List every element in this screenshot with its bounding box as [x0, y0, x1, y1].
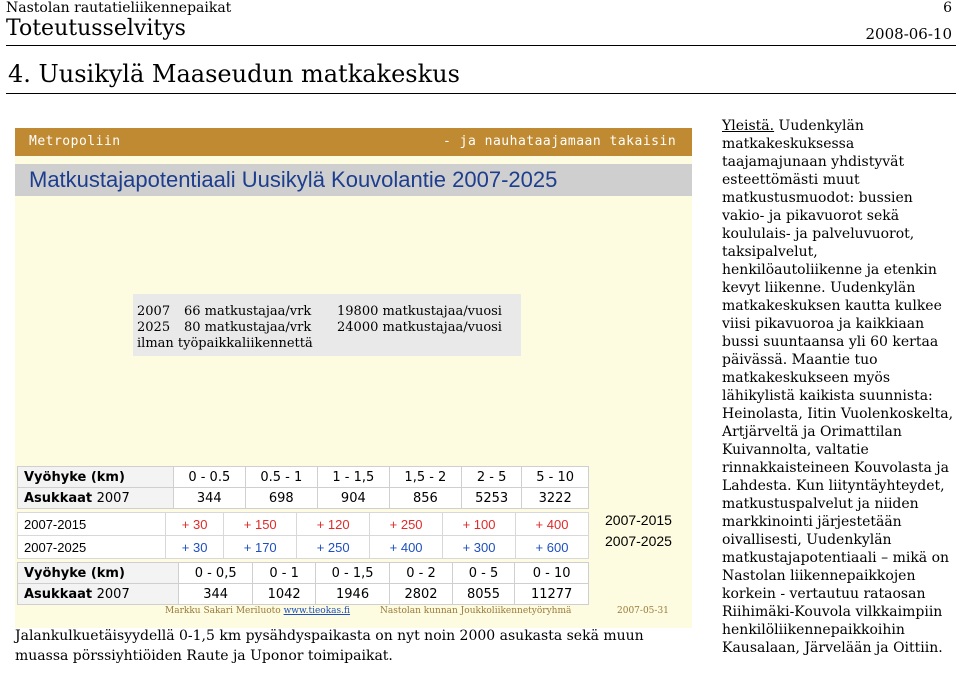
growth-label: 2007-2025: [18, 536, 166, 559]
growth-cell: + 400: [516, 513, 589, 536]
side-label-2015: 2007-2015: [605, 512, 672, 528]
zone-table-2: [17, 562, 589, 605]
residents-cell: 3222: [522, 488, 589, 509]
document-title: Toteutusselvitys: [6, 16, 186, 41]
growth-cell: + 170: [224, 536, 297, 559]
growth-cell: + 150: [224, 513, 297, 536]
paragraph-lead: Yleistä.: [722, 118, 775, 134]
growth-row-2015: [18, 513, 589, 536]
residents-cell: 1946: [315, 584, 389, 605]
growth-cell: + 30: [166, 513, 224, 536]
residents-year: 2007: [96, 586, 130, 602]
residents-row: [18, 584, 589, 605]
stat-year-2025: 2025: [137, 320, 171, 335]
slide-caption: Jalankulkuetäisyydellä 0-1,5 km pysähdyspaikasta on nyt noin 2000 asukasta sekä muun muassa pörssiyhtiöiden Raute ja Uponor toimipaikat.: [15, 628, 644, 664]
growth-cell: + 30: [166, 536, 224, 559]
header-rule: [6, 45, 956, 46]
residents-cell: 5253: [461, 488, 521, 509]
zone-cell: 0 - 1,5: [315, 563, 389, 584]
footer-group: Nastolan kunnan Joukkoliikennetyöryhmä: [380, 606, 572, 616]
growth-cell: + 120: [297, 513, 370, 536]
residents-label-cell: [18, 584, 179, 605]
footer-author-block: [165, 606, 350, 616]
side-label-2025: 2007-2025: [605, 533, 672, 549]
residents-cell: 698: [245, 488, 317, 509]
zone-cell: 0 - 2: [390, 563, 452, 584]
zone-cell: 1,5 - 2: [389, 467, 461, 488]
presentation-slide: [15, 128, 692, 628]
passenger-stats-box: [133, 294, 521, 356]
residents-label-cell: [18, 488, 174, 509]
organization-name: Nastolan rautatieliikennepaikat: [6, 0, 232, 16]
section-title: 4. Uusikylä Maaseudun matkakeskus: [8, 60, 460, 88]
residents-cell: 344: [178, 584, 252, 605]
footer-link[interactable]: www.tieokas.fi: [283, 606, 351, 616]
stat-year-2007: 2007: [137, 304, 171, 319]
stat-daily-2025: 80 matkustajaa/vrk: [184, 320, 312, 335]
growth-cell: + 250: [297, 536, 370, 559]
residents-cell: 904: [317, 488, 389, 509]
zone-header-label: Vyöhyke (km): [18, 563, 179, 584]
zone-cell: 0.5 - 1: [245, 467, 317, 488]
section-rule: [6, 93, 956, 94]
zone-cell: 2 - 5: [461, 467, 521, 488]
slide-header-right: - ja nauhataajamaan takaisin: [443, 134, 677, 149]
residents-label: Asukkaat: [24, 490, 93, 506]
growth-cell: + 600: [516, 536, 589, 559]
zone-table-1: [17, 466, 589, 509]
zone-header-row: [18, 563, 589, 584]
growth-cell: + 100: [443, 513, 516, 536]
residents-cell: 344: [173, 488, 245, 509]
paragraph-text: Uudenkylän matkakeskuksessa taajamajunaan yhdistyvät esteettömästi muut matkustusmuodot: bussien vakio- ja pikavuorot sekä koululais- ja palveluvuorot, taksipalvelut, henkilöautoliikenne ja etenkin kevyt liikenne. Uudenkylän matkakeskuksen kautta kulkee viisi pikavuoroa ja kaikkiaan bussi suuntaansa yli 60 kertaa päivässä. Maantie tuo matkakeskukseen myös lähikylistä kaikista suunnista: Heinolasta, Iitin Vuolenkoskelta, Artjärveltä ja Orimattilan Kuivannolta, valtatie rinnakkaisteineen Kouvolasta ja Lahdesta. Kun liityntäyhteydet, matkustuspalvelut ja niiden markkinointi järjestetään oivallisesti, Uudenkylän matkustajapotentiaali – mikä on Nastolan liikennepaikkojen korkein - vertautuu rataosan Riihimäki-Kouvola vilkkaimpiin henkilöliikennepaikkoihin Kausalaan, Järvelään ja Oittiin.: [722, 118, 954, 656]
stat-daily-2007: 66 matkustajaa/vrk: [184, 304, 312, 319]
stat-yearly-2007: 19800 matkustajaa/vuosi: [337, 304, 502, 319]
slide-header-bar: [15, 128, 692, 156]
body-paragraph: [722, 117, 954, 657]
residents-row: [18, 488, 589, 509]
page-number: 6: [943, 0, 952, 16]
footer-date: 2007-05-31: [617, 606, 669, 616]
growth-row-2025: [18, 536, 589, 559]
residents-cell: 2802: [390, 584, 452, 605]
zone-header-label: Vyöhyke (km): [18, 467, 174, 488]
residents-cell: 1042: [253, 584, 315, 605]
zone-cell: 0 - 5: [452, 563, 514, 584]
growth-label: 2007-2015: [18, 513, 166, 536]
growth-table: [17, 512, 589, 559]
zone-cell: 5 - 10: [522, 467, 589, 488]
document-date: 2008-06-10: [865, 25, 952, 43]
slide-header-left: Metropoliin: [29, 134, 121, 149]
residents-cell: 856: [389, 488, 461, 509]
footer-author: Markku Sakari Meriluoto: [165, 606, 281, 616]
growth-cell: + 300: [443, 536, 516, 559]
zone-cell: 0 - 0,5: [178, 563, 252, 584]
slide-title: Matkustajapotentiaali Uusikylä Kouvolantie 2007-2025: [29, 167, 558, 192]
slide-title-bar: [15, 164, 692, 196]
residents-label: Asukkaat: [24, 586, 93, 602]
growth-cell: + 250: [370, 513, 443, 536]
growth-cell: + 400: [370, 536, 443, 559]
residents-cell: 11277: [515, 584, 589, 605]
zone-header-row: [18, 467, 589, 488]
stat-note: ilman työpaikkaliikennettä: [137, 336, 313, 351]
residents-year: 2007: [96, 490, 130, 506]
zone-cell: 0 - 10: [515, 563, 589, 584]
zone-cell: 0 - 0.5: [173, 467, 245, 488]
zone-cell: 0 - 1: [253, 563, 315, 584]
residents-cell: 8055: [452, 584, 514, 605]
stat-yearly-2025: 24000 matkustajaa/vuosi: [337, 320, 502, 335]
zone-cell: 1 - 1,5: [317, 467, 389, 488]
